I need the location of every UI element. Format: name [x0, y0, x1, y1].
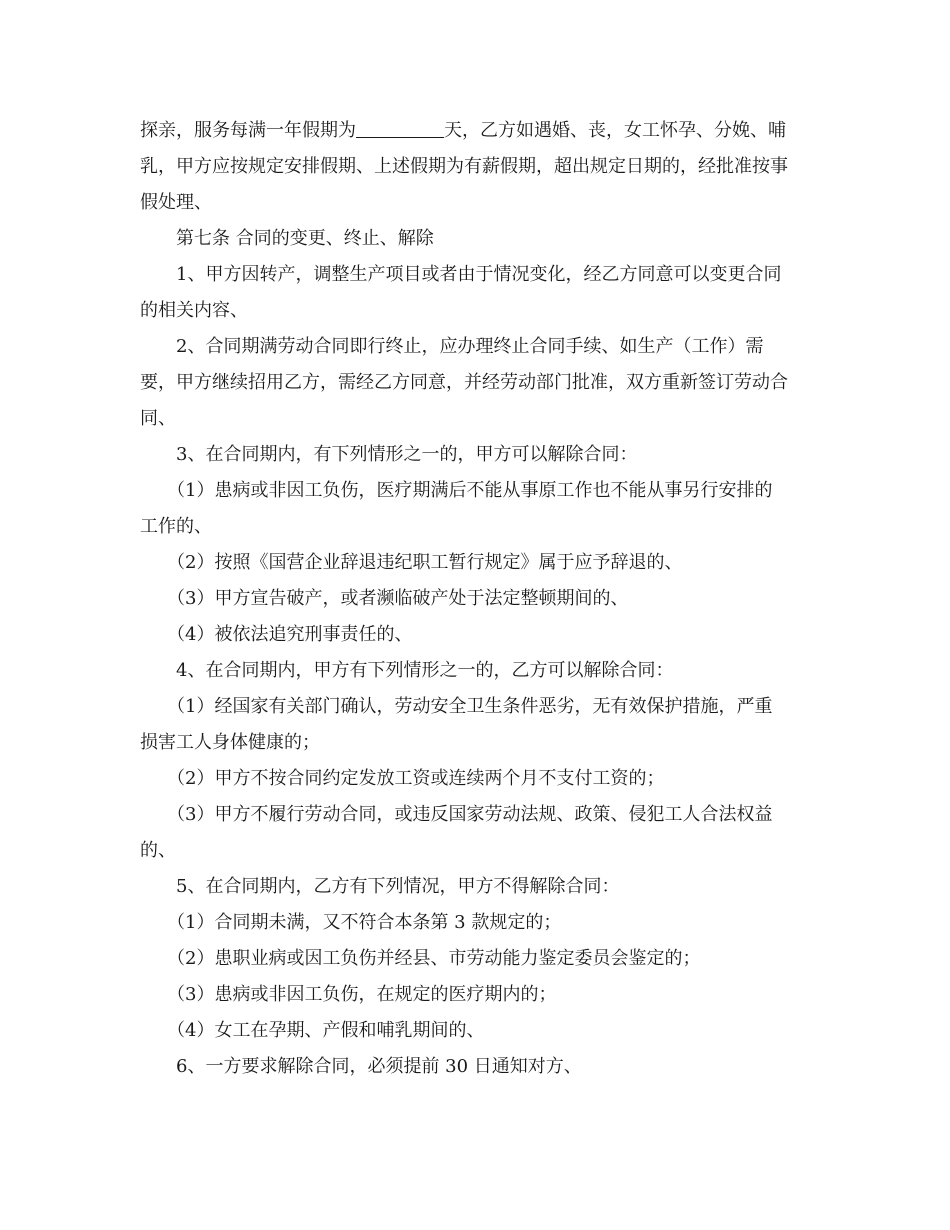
- document-line: [140, 149, 812, 185]
- line-text: 假处理、: [140, 192, 212, 213]
- line-text: 5、在合同期内，乙方有下列情况，甲方不得解除合同：: [176, 876, 620, 897]
- line-text: 第七条 合同的变更、终止、解除: [176, 228, 434, 249]
- line-text: 要，甲方继续招用乙方，需经乙方同意，并经劳动部门批准，双方重新签订劳动合: [140, 372, 788, 393]
- document-line: [140, 725, 812, 761]
- line-text: 3、在合同期内，有下列情形之一的，甲方可以解除合同：: [176, 444, 638, 465]
- line-text: （3）甲方宣告破产，或者濒临破产处于法定整顿期间的、: [167, 588, 629, 609]
- line-text: （4）被依法追究刑事责任的、: [167, 624, 413, 645]
- document-line: [140, 473, 812, 509]
- line-text: 探亲，服务每满一年假期为: [140, 120, 356, 141]
- document-line: [140, 653, 812, 689]
- document-line: [140, 833, 812, 869]
- document-line: [140, 1049, 812, 1085]
- document-line: [140, 509, 812, 545]
- document-line: [140, 113, 812, 149]
- line-text: 1、甲方因转产，调整生产项目或者由于情况变化，经乙方同意可以变更合同: [176, 264, 782, 285]
- line-text: （1）合同期未满，又不符合本条第 3 款规定的；: [167, 912, 562, 933]
- document-line: [140, 869, 812, 905]
- line-text: （3）患病或非因工负伤，在规定的医疗期内的；: [167, 984, 557, 1005]
- document-line: [140, 221, 812, 257]
- document-line: [140, 689, 812, 725]
- line-text: 乳，甲方应按规定安排假期、上述假期为有薪假期，超出规定日期的，经批准按事: [140, 156, 788, 177]
- line-text: （1）患病或非因工负伤，医疗期满后不能从事原工作也不能从事另行安排的: [167, 480, 773, 501]
- line-text-continued: 天，乙方如遇婚、丧，女工怀孕、分娩、哺: [444, 120, 786, 141]
- document-line: [140, 185, 812, 221]
- line-text: 2、合同期满劳动合同即行终止，应办理终止合同手续、如生产（工作）需: [176, 336, 764, 357]
- document-line: [140, 977, 812, 1013]
- line-text: （2）按照《国营企业辞退违纪职工暂行规定》属于应予辞退的、: [167, 552, 683, 573]
- document-line: [140, 905, 812, 941]
- document-line: [140, 257, 812, 293]
- line-text: （1）经国家有关部门确认，劳动安全卫生条件恶劣，无有效保护措施，严重: [167, 696, 773, 717]
- document-line: [140, 617, 812, 653]
- line-text: 的、: [140, 840, 176, 861]
- fill-in-blank: [356, 117, 444, 138]
- line-text: 损害工人身体健康的；: [140, 732, 320, 753]
- line-text: 的相关内容、: [140, 300, 248, 321]
- line-text: （2）甲方不按合同约定发放工资或连续两个月不支付工资的；: [167, 768, 665, 789]
- document-line: [140, 401, 812, 437]
- document-line: [140, 437, 812, 473]
- document-line: [140, 941, 812, 977]
- line-text: （4）女工在孕期、产假和哺乳期间的、: [167, 1020, 485, 1041]
- document-line: [140, 329, 812, 365]
- line-text: （3）甲方不履行劳动合同，或违反国家劳动法规、政策、侵犯工人合法权益: [167, 804, 773, 825]
- document-line: [140, 545, 812, 581]
- document-line: [140, 797, 812, 833]
- line-text: （2）患职业病或因工负伤并经县、市劳动能力鉴定委员会鉴定的；: [167, 948, 701, 969]
- document-line: [140, 1013, 812, 1049]
- document-line: [140, 761, 812, 797]
- document-line: [140, 293, 812, 329]
- line-text: 同、: [140, 408, 176, 429]
- line-text: 工作的、: [140, 516, 212, 537]
- document-page: [140, 113, 812, 1085]
- document-line: [140, 581, 812, 617]
- line-text: 4、在合同期内，甲方有下列情形之一的，乙方可以解除合同：: [176, 660, 674, 681]
- document-line: [140, 365, 812, 401]
- line-text: 6、一方要求解除合同，必须提前 30 日通知对方、: [176, 1056, 582, 1077]
